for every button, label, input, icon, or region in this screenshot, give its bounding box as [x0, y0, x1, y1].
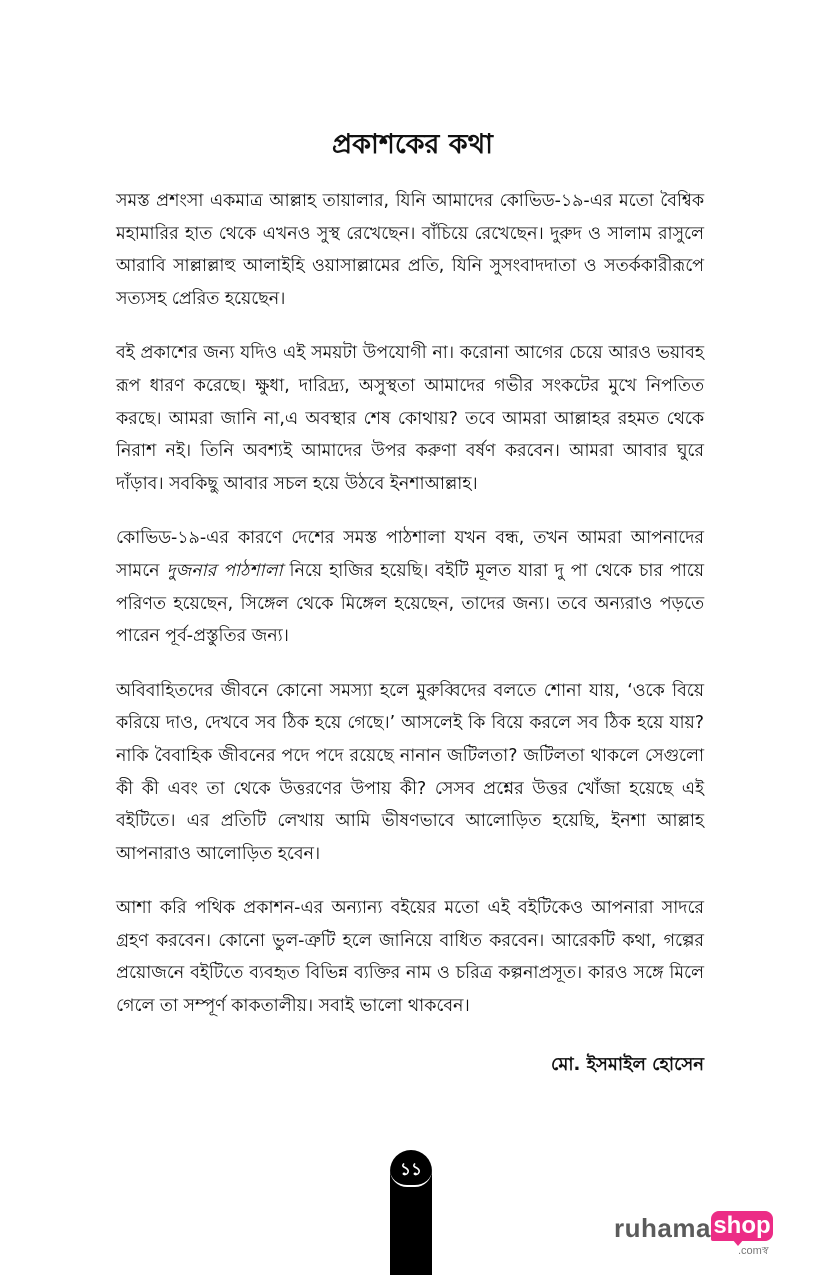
- paragraph-3-rest: নিয়ে হাজির হয়েছি। বইটি মূলত যারা দু পা থেকে চার পায়ে পরিণত হয়েছেন, সিঙ্গেল থেকে মিঙ্গেল হয়েছেন, তাদের জন্য। তবে অন্যরাও পড়তে পারেন পূর্ব-প্রস্তুতির জন্য।: [116, 560, 704, 647]
- logo-word: ruhama: [614, 1213, 711, 1243]
- page-number: ১১: [390, 1153, 432, 1187]
- ruhamashop-logo: [614, 1211, 784, 1257]
- paragraph-1: সমস্ত প্রশংসা একমাত্র আল্লাহ তায়ালার, যিনি আমাদের কোভিড-১৯-এর মতো বৈশ্বিক মহামারির হাত থেকে এখনও সুস্থ রেখেছেন। বাঁচিয়ে রেখেছেন। দুরুদ ও সালাম রাসুলে আরাবি সাল্লাল্লাহু আলাইহি ওয়াসাল্লামের প্রতি, যিনি সুসংবাদদাতা ও সতর্ককারীরূপে সত্যসহ প্রেরিত হয়েছেন।: [116, 191, 704, 309]
- paragraph-2: বই প্রকাশের জন্য যদিও এই সময়টা উপযোগী না। করোনা আগের চেয়ে আরও ভয়াবহ রূপ ধারণ করেছে। ক্ষুধা, দারিদ্র্য, অসুস্থতা আমাদের গভীর সংকটের মুখে নিপতিত করছে। আমরা জানি না,এ অবস্থার শেষ কোথায়? তবে আমরা আল্লাহর রহমত থেকে নিরাশ নই। তিনি অবশ্যই আমাদের উপর করুণা বর্ষণ করবেন। আমরা আবার ঘুরে দাঁড়াব। সবকিছু আবার সচল হয়ে উঠবে ইনশাআল্লাহ।: [116, 343, 704, 494]
- book-title-italic: দুজনার পাঠশালা: [166, 560, 283, 581]
- paragraph-4: অবিবাহিতদের জীবনে কোনো সমস্যা হলে মুরুব্বিদের বলতে শোনা যায়, ‘ওকে বিয়ে করিয়ে দাও, দেখবে সব ঠিক হয়ে গেছে।’ আসলেই কি বিয়ে করলে সব ঠিক হয়ে যায়? নাকি বৈবাহিক জীবনের পদে পদে রয়েছে নানান জটিলতা? জটিলতা থাকলে সেগুলো কী কী এবং তা থেকে উত্তরণের উপায় কী? সেসব প্রশ্নের উত্তর খোঁজা হয়েছে এই বইটিতে। এর প্রতিটি লেখায় আমি ভীষণভাবে আলোড়িত হয়েছি, ইনশা আল্লাহ আপনারাও আলোড়িত হবেন।: [116, 680, 704, 864]
- logo-suffix: .comস্ব: [738, 1245, 769, 1257]
- page-title: প্রকাশকের কথা: [331, 129, 494, 160]
- body-text: [116, 185, 704, 1045]
- logo-shop-box: [711, 1211, 773, 1241]
- page-number-tab: [390, 1150, 432, 1275]
- paragraph-3: [116, 522, 704, 652]
- paragraph-3-lead: কোভিড-১৯-এর কারণে দেশের সমস্ত পাঠশালা যখন বন্ধ, তখন আমরা আপনাদের সামনে: [116, 528, 704, 581]
- logo-shop-text: shop: [713, 1212, 771, 1239]
- author-signature: মো. ইসমাইল হোসেন: [551, 1054, 704, 1075]
- paragraph-5: আশা করি পথিক প্রকাশন-এর অন্যান্য বইয়ের মতো এই বইটিকেও আপনারা সাদরে গ্রহণ করবেন। কোনো ভুল-ত্রুটি হলে জানিয়ে বাধিত করবেন। আরেকটি কথা, গল্পের প্রয়োজনে বইটিতে ব্যবহৃত বিভিন্ন ব্যক্তির নাম ও চরিত্র কল্পনাপ্রসূত। কারও সঙ্গে মিলে গেলে তা সম্পূর্ণ কাকতালীয়। সবাই ভালো থাকবেন।: [116, 898, 704, 1017]
